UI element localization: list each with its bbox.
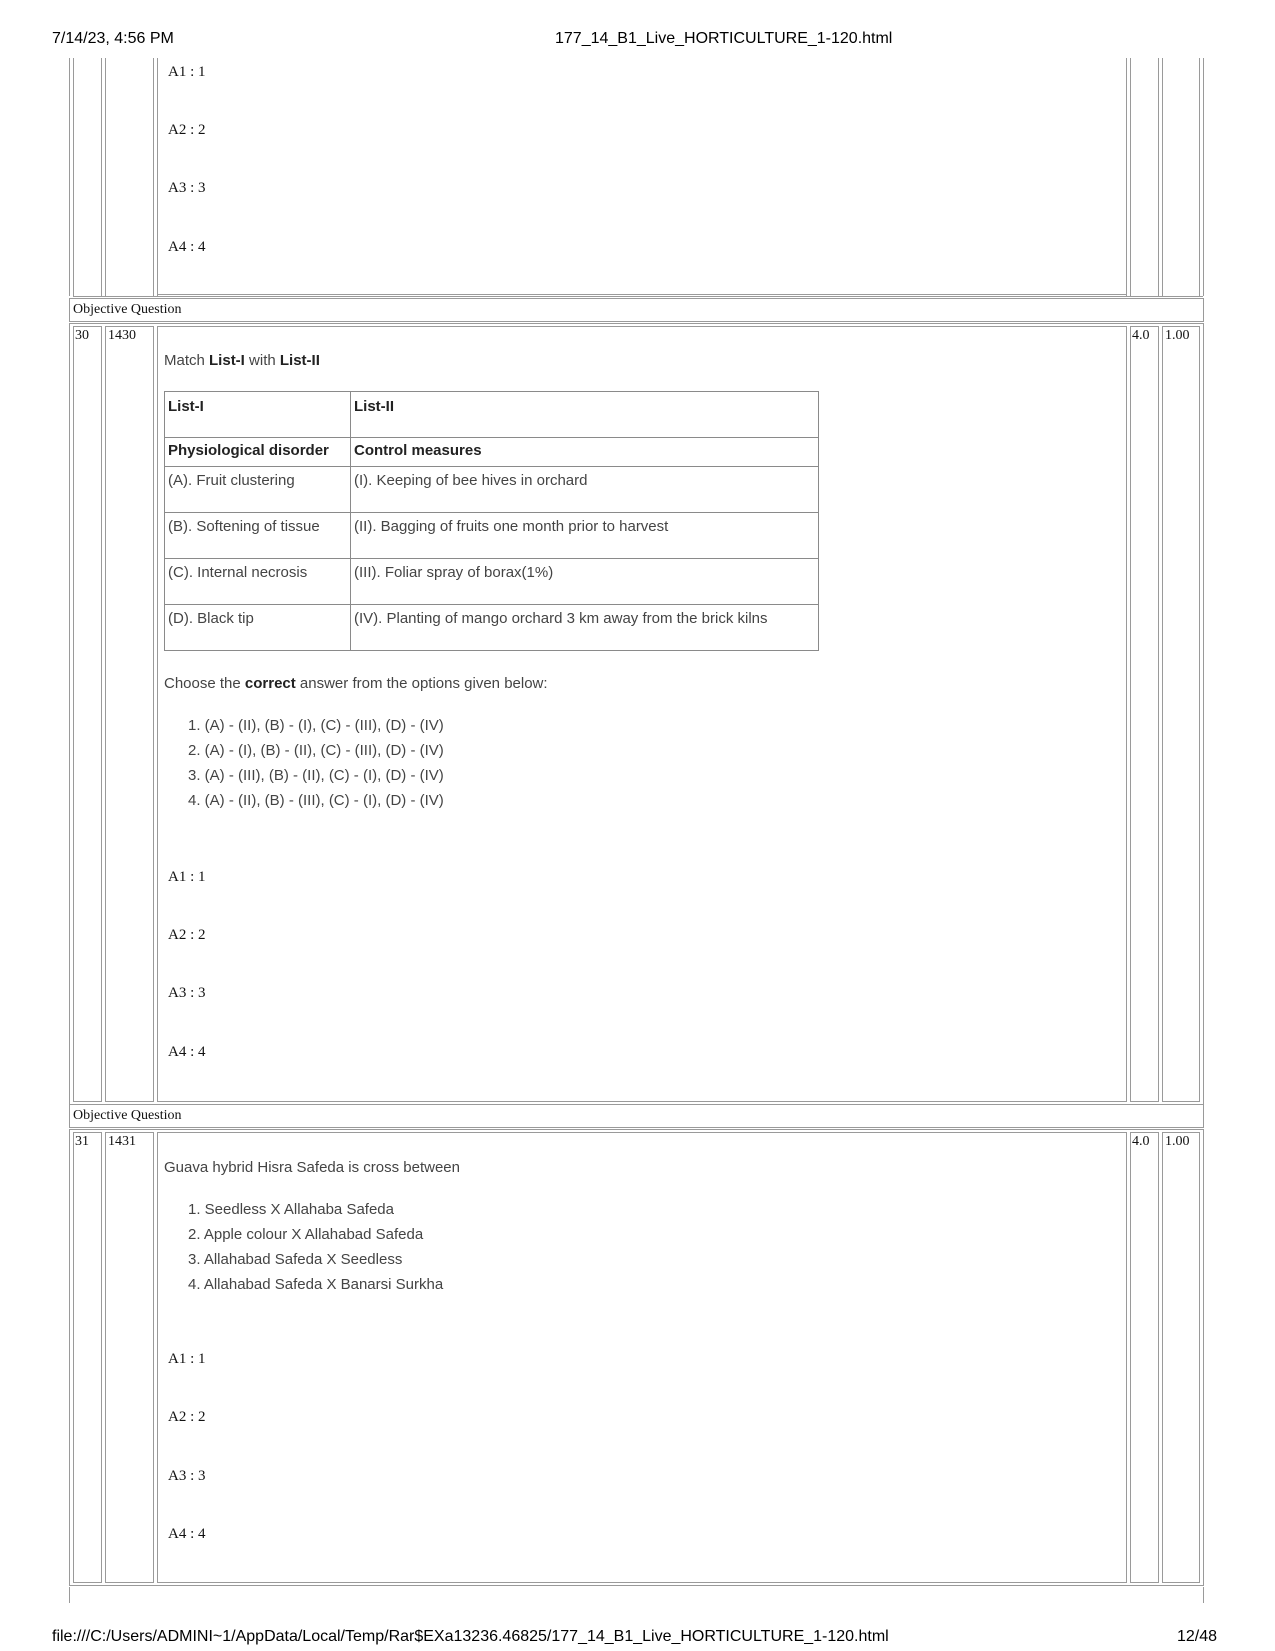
answer-option: A2 : 2 xyxy=(168,1409,206,1425)
answer-option: A4 : 4 xyxy=(168,239,206,255)
table-header: List-I xyxy=(165,392,351,438)
answer-option: A1 : 1 xyxy=(168,1351,206,1367)
option-item: 2. Apple colour X Allahabad Safeda xyxy=(188,1226,424,1243)
answer-option: A2 : 2 xyxy=(168,122,206,138)
print-date: 7/14/23, 4:56 PM xyxy=(52,30,174,47)
table-row xyxy=(165,513,819,559)
table-cell: (B). Softening of tissue xyxy=(165,513,351,559)
table-cell: (I). Keeping of bee hives in orchard xyxy=(351,467,819,513)
answer-option: A1 : 1 xyxy=(168,869,206,885)
question-marks: 4.0 xyxy=(1132,328,1150,343)
table-row xyxy=(165,467,819,513)
section-label: Objective Question xyxy=(73,302,182,317)
answer-option: A3 : 3 xyxy=(168,1468,206,1484)
option-item: 1. Seedless X Allahaba Safeda xyxy=(188,1201,394,1218)
table-cell: (IV). Planting of mango orchard 3 km away from the brick kilns xyxy=(351,605,819,651)
answer-option: A3 : 3 xyxy=(168,180,206,196)
table-subheader: Physiological disorder xyxy=(165,438,351,467)
option-item: 4. Allahabad Safeda X Banarsi Surkha xyxy=(188,1276,444,1293)
document-title: 177_14_B1_Live_HORTICULTURE_1-120.html xyxy=(555,30,893,47)
question-stem: Match List-I with List-II xyxy=(164,352,320,369)
question-serial: 31 xyxy=(75,1134,89,1149)
question-id: 1430 xyxy=(108,328,136,343)
table-subheader: Control measures xyxy=(351,438,819,467)
question-id: 1431 xyxy=(108,1134,136,1149)
table-row xyxy=(165,559,819,605)
table-cell: (D). Black tip xyxy=(165,605,351,651)
option-item: 1. (A) - (II), (B) - (I), (C) - (III), (D) - (IV) xyxy=(188,717,444,734)
table-header: List-II xyxy=(351,392,819,438)
question-negative-marks: 1.00 xyxy=(1165,1134,1190,1149)
option-item: 4. (A) - (II), (B) - (III), (C) - (I), (D) - (IV) xyxy=(188,792,444,809)
page-number: 12/48 xyxy=(1177,1628,1218,1645)
options-list xyxy=(188,1197,443,1297)
question-marks: 4.0 xyxy=(1132,1134,1150,1149)
option-item: 3. Allahabad Safeda X Seedless xyxy=(188,1251,403,1268)
answer-option: A1 : 1 xyxy=(168,64,206,80)
answer-option: A3 : 3 xyxy=(168,985,206,1001)
table-cell: (II). Bagging of fruits one month prior to harvest xyxy=(351,513,819,559)
table-cell: (A). Fruit clustering xyxy=(165,467,351,513)
table-row xyxy=(165,605,819,651)
option-item: 3. (A) - (III), (B) - (II), (C) - (I), (D) - (IV) xyxy=(188,767,444,784)
table-cell: (III). Foliar spray of borax(1%) xyxy=(351,559,819,605)
choose-instruction: Choose the correct answer from the options given below: xyxy=(164,675,548,692)
question-negative-marks: 1.00 xyxy=(1165,328,1190,343)
answer-option: A4 : 4 xyxy=(168,1044,206,1060)
table-cell: (C). Internal necrosis xyxy=(165,559,351,605)
file-path-footer: file:///C:/Users/ADMINI~1/AppData/Local/Temp/Rar$EXa13236.46825/177_14_B1_Live_HORTICULTURE_1-120.html xyxy=(52,1628,889,1645)
section-label: Objective Question xyxy=(73,1108,182,1123)
question-serial: 30 xyxy=(75,328,89,343)
answer-option: A4 : 4 xyxy=(168,1526,206,1542)
answer-option: A2 : 2 xyxy=(168,927,206,943)
question-stem: Guava hybrid Hisra Safeda is cross between xyxy=(164,1159,460,1176)
match-table xyxy=(164,391,819,651)
options-list xyxy=(188,713,444,813)
option-item: 2. (A) - (I), (B) - (II), (C) - (III), (D) - (IV) xyxy=(188,742,444,759)
